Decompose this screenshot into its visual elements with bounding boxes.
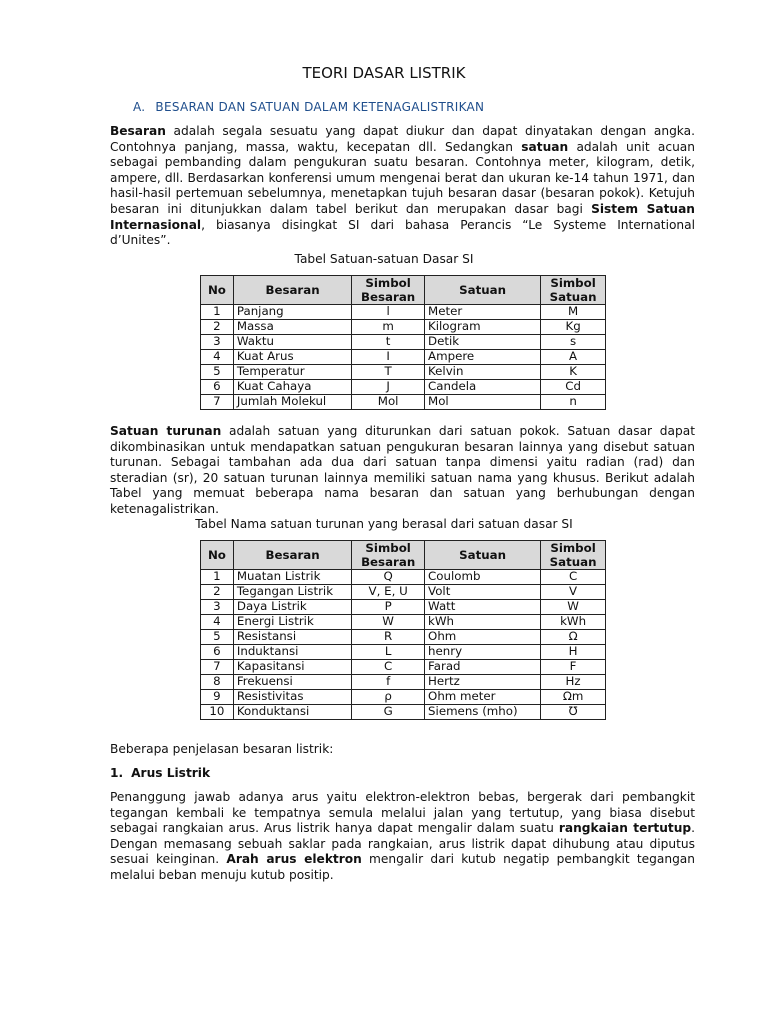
table-row (201, 335, 606, 350)
cell-besaran: Jumlah Molekul (233, 395, 351, 410)
cell-besaran: Energi Listrik (233, 615, 351, 630)
table-row (201, 350, 606, 365)
cell-besaran: Induktansi (233, 645, 351, 660)
cell-satuan: Volt (425, 585, 541, 600)
cell-simbol-satuan: Ωm (541, 690, 606, 705)
table-row (201, 645, 606, 660)
cell-simbol-satuan: M (541, 305, 606, 320)
cell-simbol-besaran: m (352, 320, 425, 335)
intro-line: Beberapa penjelasan besaran listrik: (110, 742, 334, 756)
table-row (201, 305, 606, 320)
header-satuan: Satuan (425, 541, 541, 570)
cell-satuan: Ampere (425, 350, 541, 365)
cell-satuan: Kilogram (425, 320, 541, 335)
cell-no: 7 (201, 395, 234, 410)
cell-besaran: Kuat Arus (233, 350, 351, 365)
cell-simbol-satuan: C (541, 570, 606, 585)
header-satuan: Satuan (425, 276, 541, 305)
cell-simbol-satuan: K (541, 365, 606, 380)
header-simbol-besaran: Simbol Besaran (352, 541, 425, 570)
header-besaran: Besaran (233, 541, 351, 570)
cell-besaran: Kuat Cahaya (233, 380, 351, 395)
paragraph-arus-listrik (110, 790, 695, 884)
heading-number: 1. (110, 766, 124, 780)
cell-simbol-besaran: Q (352, 570, 425, 585)
paragraph-text: adalah unit acuan sebagai pembanding dalam pengukuran suatu besaran. Contohnya meter, kilogram, detik, ampere, dll. Berdasarkan konferensi umum mengenai berat dan ukuran ke-14 tahun 1971, dan hasil-hasil pertemuan sebelumnya, menetapkan tujuh besaran dasar (besaran pokok). Ketujuh besaran ini ditunjukkan dalam tabel berikut dan merupakan dasar bagi (110, 139, 695, 216)
cell-simbol-besaran: I (352, 350, 425, 365)
cell-simbol-satuan: W (541, 600, 606, 615)
cell-simbol-satuan: F (541, 660, 606, 675)
cell-simbol-besaran: C (352, 660, 425, 675)
cell-simbol-satuan: ℧ (541, 705, 606, 720)
cell-satuan: Detik (425, 335, 541, 350)
section-a-title: BESARAN DAN SATUAN DALAM KETENAGALISTRIKAN (155, 100, 485, 114)
cell-no: 3 (201, 335, 234, 350)
cell-simbol-besaran: R (352, 630, 425, 645)
cell-besaran: Muatan Listrik (233, 570, 351, 585)
cell-satuan: Farad (425, 660, 541, 675)
cell-satuan: Siemens (mho) (425, 705, 541, 720)
cell-satuan: Candela (425, 380, 541, 395)
cell-besaran: Tegangan Listrik (233, 585, 351, 600)
table-si-base-units (200, 275, 606, 410)
cell-simbol-besaran: t (352, 335, 425, 350)
section-a-heading (133, 100, 484, 116)
cell-satuan: henry (425, 645, 541, 660)
cell-satuan: kWh (425, 615, 541, 630)
cell-no: 1 (201, 570, 234, 585)
paragraph-text: mengalir dari kutub negatip pembangkit tegangan melalui beban menuju kutub positip. (110, 852, 695, 882)
cell-satuan: Ohm meter (425, 690, 541, 705)
cell-simbol-besaran: T (352, 365, 425, 380)
cell-besaran: Resistansi (233, 630, 351, 645)
paragraph-text: adalah satuan yang diturunkan dari satuan pokok. Satuan dasar dapat dikombinasikan untuk mendapatkan satuan pengukuran besaran lainnya yang disebut satuan turunan. Sebagai tambahan ada dua dari satuan tanpa dimensi yaitu radian (rad) dan steradian (sr), 20 satuan turunan lainnya memiliki satuan nama yang khusus. Berikut adalah Tabel yang memuat beberapa nama besaran dan satuan yang berhubungan dengan ketenagalistrikan. (110, 424, 695, 516)
term-besaran: Besaran (110, 124, 166, 138)
cell-no: 7 (201, 660, 234, 675)
cell-no: 9 (201, 690, 234, 705)
table-row (201, 690, 606, 705)
cell-besaran: Kapasitansi (233, 660, 351, 675)
header-besaran: Besaran (233, 276, 351, 305)
cell-satuan: Meter (425, 305, 541, 320)
table-row (201, 570, 606, 585)
cell-satuan: Coulomb (425, 570, 541, 585)
cell-simbol-satuan: A (541, 350, 606, 365)
cell-simbol-besaran: L (352, 645, 425, 660)
cell-no: 3 (201, 600, 234, 615)
cell-simbol-besaran: ρ (352, 690, 425, 705)
cell-simbol-besaran: W (352, 615, 425, 630)
table-row (201, 705, 606, 720)
table-row (201, 320, 606, 335)
cell-simbol-satuan: Hz (541, 675, 606, 690)
cell-no: 5 (201, 365, 234, 380)
cell-besaran: Waktu (233, 335, 351, 350)
table2-caption: Tabel Nama satuan turunan yang berasal dari satuan dasar SI (195, 517, 573, 531)
paragraph-satuan-turunan (110, 424, 695, 518)
heading-label: Arus Listrik (131, 766, 211, 780)
cell-simbol-besaran: J (352, 380, 425, 395)
table-row (201, 675, 606, 690)
header-simbol-satuan: Simbol Satuan (541, 541, 606, 570)
table-row (201, 615, 606, 630)
cell-no: 6 (201, 645, 234, 660)
cell-simbol-besaran: l (352, 305, 425, 320)
table-row (201, 600, 606, 615)
term-satuan-turunan: Satuan turunan (110, 424, 222, 438)
cell-simbol-besaran: V, E, U (352, 585, 425, 600)
paragraph-text: adalah segala sesuatu yang dapat diukur dan dapat dinyatakan dengan angka. Contohnya panjang, massa, waktu, kecepatan dll. Sedangkan (110, 124, 695, 154)
cell-no: 5 (201, 630, 234, 645)
table-row (201, 585, 606, 600)
cell-simbol-besaran: f (352, 675, 425, 690)
cell-no: 8 (201, 675, 234, 690)
header-no: No (201, 276, 234, 305)
cell-no: 2 (201, 585, 234, 600)
cell-simbol-satuan: Cd (541, 380, 606, 395)
cell-simbol-satuan: Ω (541, 630, 606, 645)
cell-satuan: Kelvin (425, 365, 541, 380)
section-a-letter: A. (133, 100, 146, 114)
table-header-row (201, 541, 606, 570)
table-row (201, 630, 606, 645)
header-simbol-satuan: Simbol Satuan (541, 276, 606, 305)
paragraph-text: . Dengan memasang sebuah saklar pada rangkaian, arus listrik dapat dihubung atau diputus sesuai keinginan. (110, 821, 695, 867)
cell-no: 10 (201, 705, 234, 720)
term-si: Sistem Satuan Internasional (110, 201, 695, 232)
table-header-row (201, 276, 606, 305)
cell-besaran: Resistivitas (233, 690, 351, 705)
cell-simbol-besaran: G (352, 705, 425, 720)
cell-no: 6 (201, 380, 234, 395)
cell-simbol-satuan: Kg (541, 320, 606, 335)
paragraph-text: , biasanya disingkat SI dari bahasa Perancis “Le Systeme International d’Unites”. (110, 217, 695, 248)
table-row (201, 395, 606, 410)
table-row (201, 365, 606, 380)
term-rangkaian-tertutup: rangkaian tertutup (558, 821, 692, 836)
term-satuan: satuan (521, 139, 569, 154)
cell-satuan: Ohm (425, 630, 541, 645)
cell-no: 2 (201, 320, 234, 335)
cell-no: 4 (201, 350, 234, 365)
table1-body (201, 305, 606, 410)
cell-besaran: Panjang (233, 305, 351, 320)
table2-body (201, 570, 606, 720)
cell-satuan: Watt (425, 600, 541, 615)
cell-besaran: Konduktansi (233, 705, 351, 720)
header-simbol-besaran: Simbol Besaran (352, 276, 425, 305)
header-no: No (201, 541, 234, 570)
cell-besaran: Frekuensi (233, 675, 351, 690)
table-derived-units (200, 540, 606, 720)
cell-simbol-satuan: V (541, 585, 606, 600)
cell-simbol-satuan: kWh (541, 615, 606, 630)
paragraph-besaran (110, 124, 695, 249)
cell-satuan: Hertz (425, 675, 541, 690)
cell-satuan: Mol (425, 395, 541, 410)
heading-arus-listrik (110, 766, 210, 782)
table1-caption: Tabel Satuan-satuan Dasar SI (294, 252, 474, 266)
term-arah-arus-elektron: Arah arus elektron (226, 852, 362, 867)
cell-besaran: Massa (233, 320, 351, 335)
cell-besaran: Temperatur (233, 365, 351, 380)
cell-no: 4 (201, 615, 234, 630)
cell-simbol-satuan: n (541, 395, 606, 410)
cell-no: 1 (201, 305, 234, 320)
document-title: TEORI DASAR LISTRIK (302, 64, 466, 82)
cell-simbol-besaran: P (352, 600, 425, 615)
cell-simbol-besaran: Mol (352, 395, 425, 410)
table-row (201, 380, 606, 395)
cell-besaran: Daya Listrik (233, 600, 351, 615)
table-row (201, 660, 606, 675)
cell-simbol-satuan: s (541, 335, 606, 350)
paragraph-text: Penanggung jawab adanya arus yaitu elektron-elektron bebas, bergerak dari pembangkit tegangan kembali ke tempatnya semula melalui jalan yang tertutup, yang biasa disebut sebagai rangkaian arus. Arus listrik hanya dapat mengalir dalam suatu (110, 790, 695, 836)
cell-simbol-satuan: H (541, 645, 606, 660)
